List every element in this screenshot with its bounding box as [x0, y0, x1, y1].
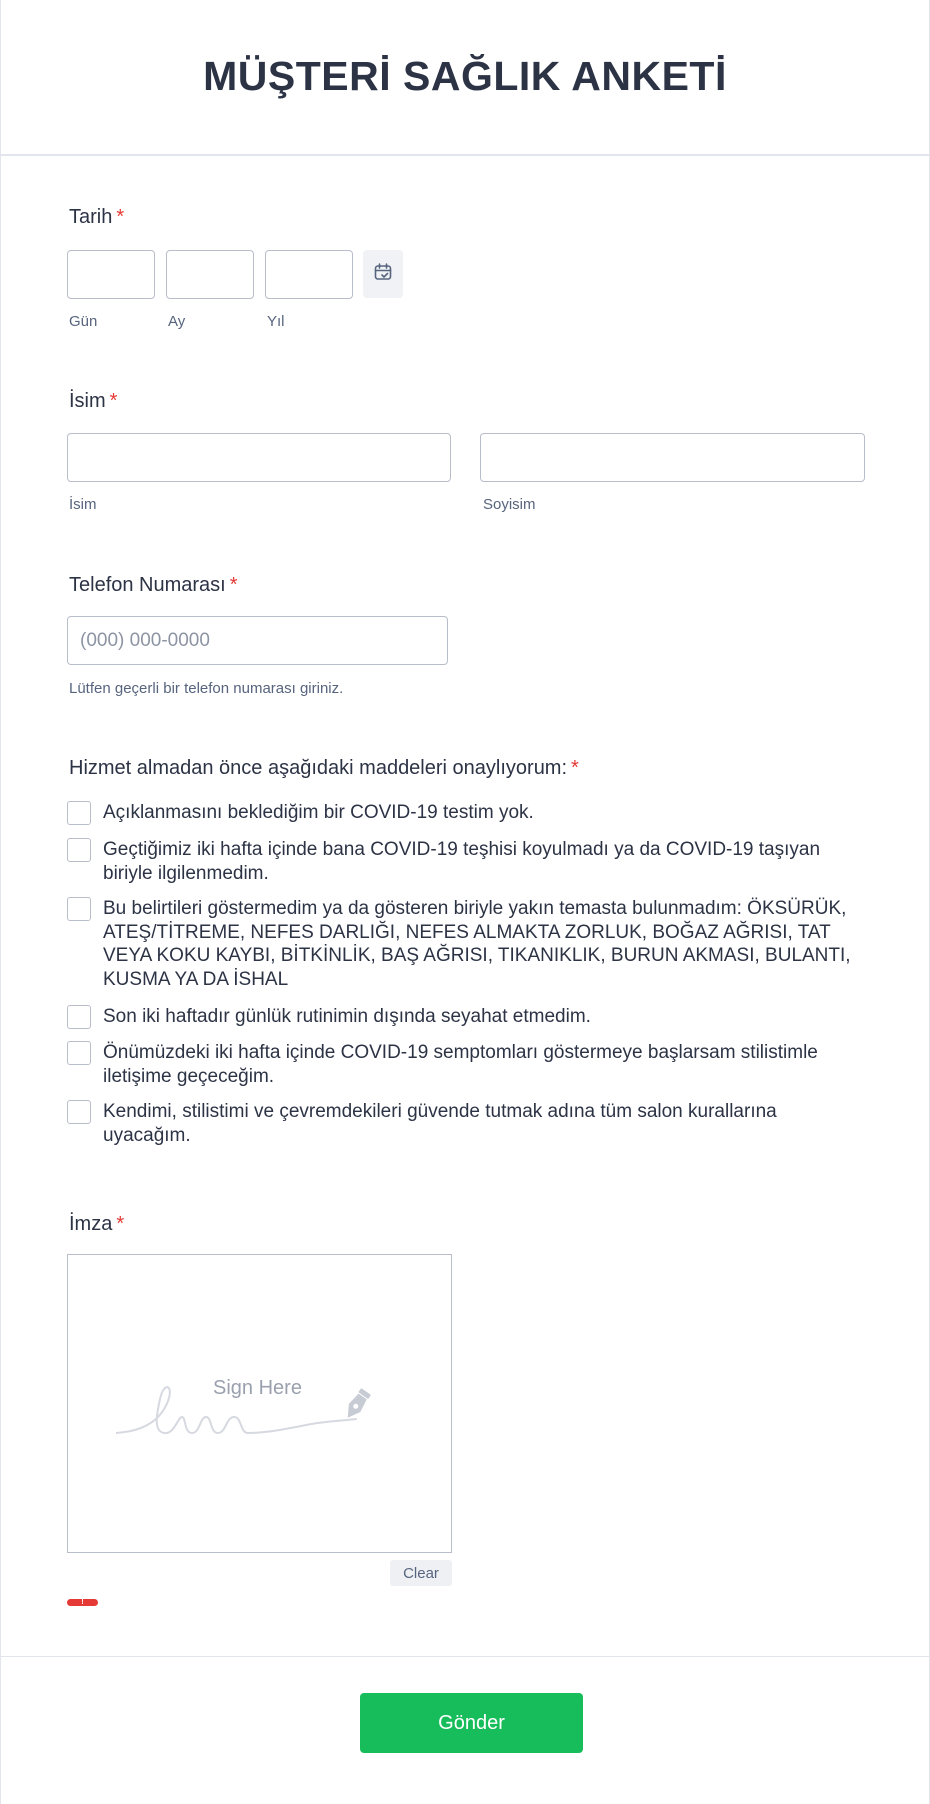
phone-input[interactable]: [67, 616, 448, 665]
name-field-label: [69, 390, 117, 413]
phone-label-text: Telefon Numarası: [69, 574, 226, 596]
consent-field-label: [69, 757, 579, 780]
submit-button[interactable]: Gönder: [360, 1693, 583, 1753]
date-label-text: Tarih: [69, 206, 113, 228]
date-year-sublabel: Yıl: [267, 313, 285, 330]
form-header: [1, 0, 929, 156]
consent-item-6-text: Kendimi, stilistimi ve çevremdekileri güvende tutmak adına tüm salon kurallarına uyacağım.: [103, 1101, 777, 1146]
required-mark: *: [109, 390, 118, 412]
required-mark: *: [229, 574, 238, 596]
consent-checkbox-1[interactable]: [67, 801, 91, 825]
date-year-input[interactable]: [265, 250, 353, 299]
calendar-button[interactable]: [363, 250, 403, 298]
clear-signature-button[interactable]: Clear: [390, 1560, 452, 1586]
consent-item-2-text: Geçtiğimiz iki hafta içinde bana COVID-19 teşhisi koyulmadı ya da COVID-19 taşıyan biriyle ilgilenmedim.: [103, 839, 821, 884]
consent-label-text: Hizmet almadan önce aşağıdaki maddeleri onaylıyorum:: [69, 757, 568, 779]
first-name-input[interactable]: [67, 433, 451, 482]
signature-field-label: [69, 1213, 124, 1236]
consent-checkbox-5[interactable]: [67, 1041, 91, 1065]
calendar-icon: [373, 262, 393, 287]
phone-field-label: [69, 574, 238, 597]
consent-item-4-text: Son iki haftadır günlük rutinimin dışında seyahat etmedim.: [103, 1006, 591, 1027]
signature-label-text: İmza: [69, 1213, 113, 1235]
signature-pad-hint: Sign Here: [213, 1377, 302, 1399]
consent-checkbox-4[interactable]: [67, 1005, 91, 1029]
last-name-sublabel: Soyisim: [483, 496, 536, 513]
consent-checkbox-3[interactable]: [67, 897, 91, 921]
required-mark: *: [571, 757, 579, 779]
name-label-text: İsim: [69, 390, 106, 412]
date-day-sublabel: Gün: [69, 313, 98, 330]
date-month-sublabel: Ay: [168, 313, 186, 330]
form-title: MÜŞTERİ SAĞLIK ANKETİ: [203, 52, 727, 99]
first-name-sublabel: İsim: [69, 496, 97, 513]
date-day-input[interactable]: [67, 250, 155, 299]
date-field-label: [69, 206, 124, 229]
required-mark: *: [116, 1213, 125, 1235]
required-mark: *: [116, 206, 125, 228]
last-name-input[interactable]: [480, 433, 865, 482]
phone-hint: Lütfen geçerli bir telefon numarası giriniz.: [69, 680, 344, 697]
consent-checkbox-6[interactable]: [67, 1100, 91, 1124]
consent-item-3-text: Bu belirtileri göstermedim ya da gösteren biriyle yakın temasta bulunmadım: ÖKSÜRÜK, ATEŞ/TİTREME, NEFES DARLIĞI, NEFES ALMAKTA ZORLUK, BOĞAZ AĞRISI, TAT VEYA KOKU KAYBI, BİTKİNLİK, BAŞ AĞRISI, TIKANIKLIK, BURUN AKMASI, BULANTI, KUSMA YA DA İSHAL: [103, 898, 851, 990]
consent-checkbox-2[interactable]: [67, 838, 91, 862]
consent-item-1-text: Açıklanmasını beklediğim bir COVID-19 testim yok.: [103, 802, 534, 823]
footer-divider: [1, 1656, 929, 1657]
consent-item-5-text: Önümüzdeki iki hafta içinde COVID-19 semptomları göstermeye başlarsam stilistimle iletişime geçeceğim.: [103, 1042, 818, 1087]
error-indicator: !: [67, 1599, 98, 1606]
signature-pad[interactable]: [67, 1254, 452, 1553]
date-month-input[interactable]: [166, 250, 254, 299]
